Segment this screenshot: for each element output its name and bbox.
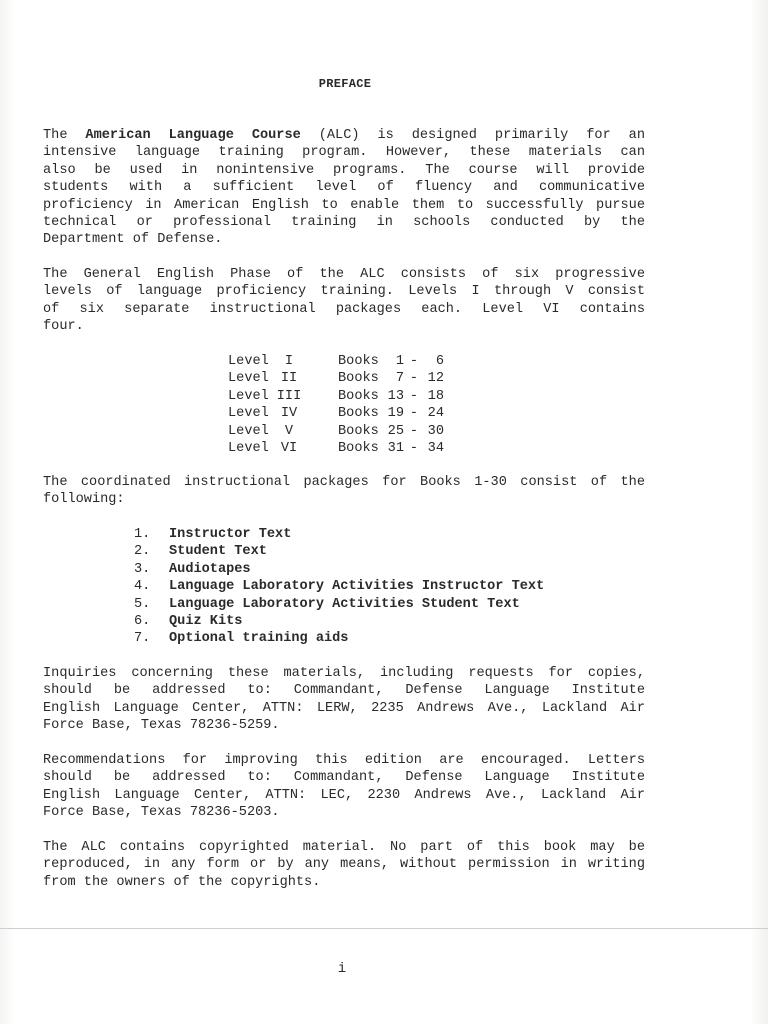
levels-row: Level III Books 13 - 18 — [228, 388, 444, 404]
paragraph-line: The American Language Course (ALC) is designed primarily for an — [43, 128, 645, 143]
paragraph-line: levels of language proficiency training. Levels I through V consist — [43, 284, 645, 300]
levels-row: Level I Books 1 - 6 — [228, 354, 444, 369]
packages-paragraph — [43, 474, 645, 509]
paragraph-line: four. — [43, 319, 84, 335]
copyright-paragraph — [43, 839, 645, 891]
paragraph-line: should be addressed to: Commandant, Defense Language Institute — [43, 770, 645, 786]
levels-row: Level IV Books 19 - 24 — [228, 406, 444, 422]
paragraph-line: intensive language training program. However, these materials can — [43, 145, 645, 161]
course-name: American Language Course — [85, 128, 301, 143]
paragraph-line: The General English Phase of the ALC consists of six progressive — [43, 267, 645, 282]
paragraph-line: Force Base, Texas 78236-5259. — [43, 718, 280, 734]
paragraph-line: Force Base, Texas 78236-5203. — [43, 805, 280, 821]
paragraph-line: English Language Center, ATTN: LEC, 2230 Andrews Ave., Lackland Air — [43, 787, 645, 803]
levels-row: Level II Books 7 - 12 — [228, 371, 444, 387]
general-english-paragraph — [43, 266, 645, 336]
paragraph-line: students with a sufficient level of fluency and communicative — [43, 180, 645, 196]
paragraph-line: Department of Defense. — [43, 232, 223, 248]
list-item: 3. Audiotapes — [134, 561, 251, 577]
paragraph-line: Inquiries concerning these materials, including requests for copies, — [43, 666, 645, 681]
page-title: PREFACE — [318, 77, 372, 91]
footer-divider — [0, 928, 768, 929]
levels-row: Level VI Books 31 - 34 — [228, 440, 444, 456]
list-item: 4. Language Laboratory Activities Instructor Text — [134, 579, 545, 595]
list-item: 6. Quiz Kits — [134, 613, 243, 629]
paragraph-line: The coordinated instructional packages for Books 1-30 consist of the — [43, 475, 645, 490]
intro-paragraph — [43, 127, 645, 249]
paragraph-line: Recommendations for improving this edition are encouraged. Letters — [43, 753, 645, 768]
packages-list — [134, 526, 544, 648]
list-item: 1. Instructor Text — [134, 527, 292, 542]
levels-row: Level V Books 25 - 30 — [228, 423, 444, 439]
list-item: 2. Student Text — [134, 544, 267, 560]
list-item: 5. Language Laboratory Activities Student Text — [134, 596, 520, 612]
list-item: 7. Optional training aids — [134, 631, 349, 647]
levels-table — [228, 353, 444, 457]
page-number: i — [337, 961, 347, 977]
paragraph-line: technical or professional training in schools conducted by the — [43, 215, 645, 231]
paragraph-line: should be addressed to: Commandant, Defense Language Institute — [43, 683, 645, 699]
recommendations-paragraph — [43, 752, 645, 822]
paragraph-line: following: — [43, 492, 125, 508]
paragraph-line: of six separate instructional packages each. Level VI contains — [43, 301, 645, 317]
paragraph-line: reproduced, in any form or by any means, without permission in writing — [43, 857, 645, 873]
inquiries-paragraph — [43, 665, 645, 735]
paragraph-line: The ALC contains copyrighted material. No part of this book may be — [43, 840, 645, 855]
paragraph-line: proficiency in American English to enable them to successfully pursue — [43, 197, 645, 213]
paragraph-line: English Language Center, ATTN: LERW, 2235 Andrews Ave., Lackland Air — [43, 700, 645, 716]
paragraph-line: from the owners of the copyrights. — [43, 874, 321, 890]
paragraph-line: also be used in nonintensive programs. The course will provide — [43, 162, 645, 178]
